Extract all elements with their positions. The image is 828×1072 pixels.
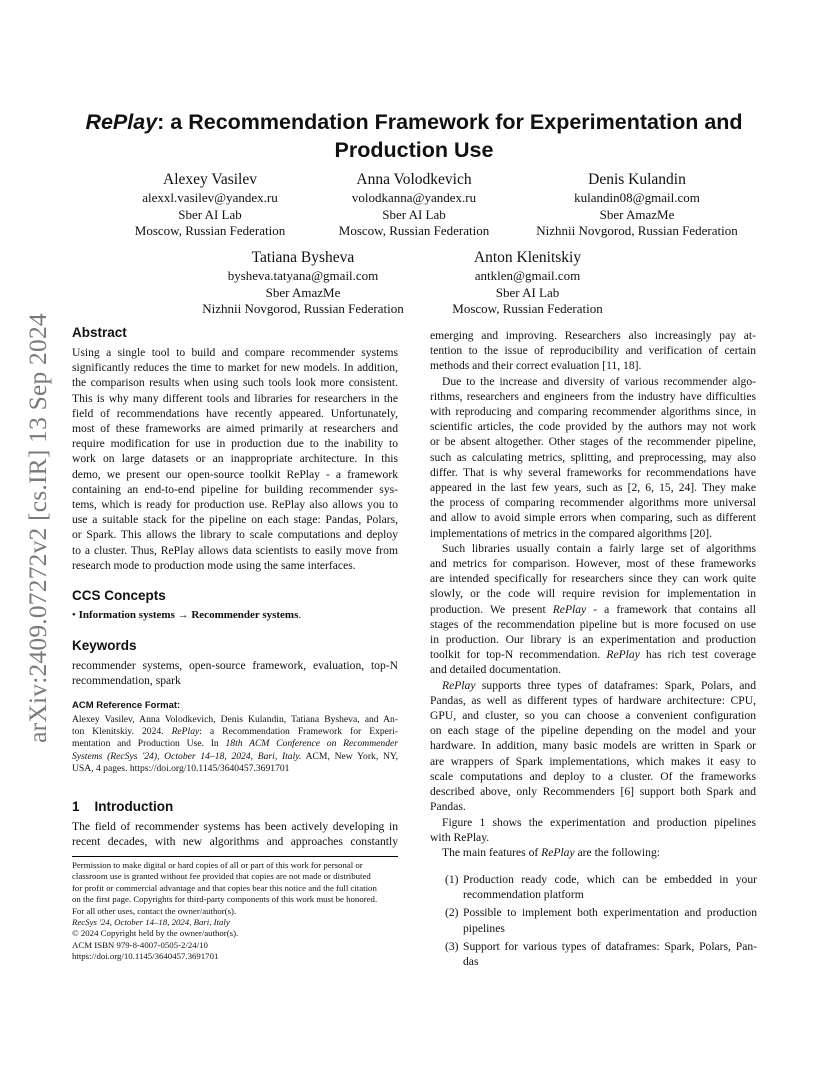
body-text: - a framework that contains all — [586, 602, 756, 616]
author-email: volodkanna@yandex.ru — [351, 190, 477, 205]
ccs-heading: CCS Concepts — [72, 588, 166, 604]
abstract-line: most of these frameworks are aimed primarily at researchers and — [72, 422, 398, 436]
paragraph — [430, 328, 756, 374]
body-line: in production. Our library is an experimentation and production — [430, 633, 756, 647]
ccs-bullet: • — [72, 609, 76, 622]
keywords-line: recommendation, spark — [72, 674, 181, 688]
acm-ref-em: Systems (RecSys '24), October 14–18, 2024, Bari, Italy. — [72, 750, 302, 762]
list-line: Possible to implement both experimentation and production — [463, 906, 757, 920]
body-text: The main features of — [442, 845, 542, 859]
body-text: production. We present — [430, 602, 553, 616]
body-line: implementations of metrics in the compared algorithms [20]. — [430, 526, 713, 540]
body-line: the process of comparing recommender algorithms more universal — [430, 496, 756, 510]
acm-ref-text: : a Recommendation Framework for Experi- — [199, 726, 398, 738]
list-line: Support for various types of dataframes: Spark, Polars, Pan- — [463, 939, 757, 953]
body-text: are the following: — [574, 845, 660, 859]
keywords-line: recommender systems, open-source framework, evaluation, top-N — [72, 659, 398, 673]
body-line: scientific articles, the code provided by the authors may not work — [430, 420, 756, 434]
body-line: hardware. In addition, many basic models are written in Spark or — [430, 739, 756, 753]
body-line: GPU, and cluster, so you can choose a convenient configuration — [430, 709, 756, 723]
acm-ref-text: mentation and Production Use. In — [72, 738, 226, 750]
author-location: Nizhnii Novgorod, Russian Federation — [536, 223, 738, 238]
author-org: Sber AmazMe — [599, 206, 675, 222]
arxiv-identifier — [8, 298, 68, 758]
acm-reference-heading: ACM Reference Format: — [72, 699, 181, 711]
author-org: Sber AI Lab — [495, 284, 560, 300]
list-number: (2) — [445, 906, 459, 920]
body-line: Such libraries usually contain a fairly large set of algorithms — [442, 541, 756, 555]
author-name: Anna Volodkevich — [356, 171, 472, 188]
body-line: Figure 1 shows the experimentation and production pipelines — [442, 815, 756, 829]
paragraph — [430, 374, 756, 541]
body-line: and detailed documentation. — [430, 663, 562, 677]
intro-heading-text: Introduction — [94, 798, 174, 814]
body-line: emerging and improving. Researchers also increasingly pay at- — [430, 329, 756, 342]
body-line: scale computations and deploy to a cluster. Of the frameworks — [430, 769, 756, 783]
author-location: Moscow, Russian Federation — [338, 223, 490, 238]
ccs-concepts — [72, 608, 398, 623]
body-line: with RePlay. — [430, 830, 490, 844]
intro-line: recent decades, with new algorithms and approaches constantly — [72, 834, 398, 848]
abstract-line: or Spark. This allows the library to scale computations and deploy — [72, 528, 398, 542]
title-line-2: Production Use — [334, 138, 494, 162]
body-line — [430, 845, 756, 860]
copyright-footnote — [72, 856, 398, 963]
body-line: stages of the recommendation pipeline but is more focused on use — [430, 617, 756, 631]
paper-title — [70, 108, 758, 164]
author-name: Alexey Vasilev — [163, 171, 257, 188]
footnote-line: classroom use is granted without fee provided that copies are not made or distributed — [72, 871, 371, 882]
author-location: Moscow, Russian Federation — [452, 301, 603, 316]
body-text: has rich test coverage — [639, 648, 756, 662]
ccs-concept-1: Information systems — [78, 609, 175, 622]
body-line: described above, only Recommenders [6] support both Spark and — [430, 785, 756, 799]
footnote-copyright: © 2024 Copyright held by the owner/author(s). — [72, 928, 239, 939]
abstract-line: tems, which is ready for production use. RePlay also allows you to — [72, 498, 398, 512]
list-number: (1) — [445, 873, 459, 886]
footnote-rule — [72, 856, 398, 857]
acm-ref-line: Alexey Vasilev, Anna Volodkevich, Denis Kulandin, Tatiana Bysheva, and An- — [72, 713, 398, 725]
ccs-concept-2: Recommender systems — [191, 609, 299, 622]
body-line: are intended specifically for researchers since they can work quite — [430, 572, 756, 586]
abstract-line: research mode to production mode using the same interfaces. — [72, 558, 356, 572]
author-email: antklen@gmail.com — [474, 268, 581, 283]
acm-ref-line — [72, 726, 398, 738]
list-number: (3) — [445, 939, 459, 953]
body-line: on each stage of the pipeline depending on the model and your — [430, 724, 756, 738]
author-org: Sber AmazMe — [265, 284, 341, 300]
author-location: Moscow, Russian Federation — [134, 223, 286, 238]
abstract-line: containing an end-to-end pipeline for building recommender sys- — [72, 482, 398, 496]
keywords-heading: Keywords — [72, 638, 137, 654]
list-line: pipelines — [463, 921, 505, 935]
abstract-line: field of recommendations have recently appeared. Unfortunately, — [72, 406, 398, 420]
body-text: supports three types of dataframes: Spark, Polars, and — [475, 678, 756, 692]
list-item — [445, 939, 757, 969]
footnote-line: for profit or commercial advantage and that copies bear this notice and the full citation — [72, 882, 377, 893]
body-line: Due to the increase and diversity of various recommender algo- — [442, 374, 756, 388]
body-line: or be absent altogether. Other stages of the recommender pipeline, — [430, 435, 756, 449]
author-name: Anton Klenitskiy — [473, 249, 582, 266]
right-column — [430, 328, 756, 860]
footnote-isbn: ACM ISBN 979-8-4007-0505-2/24/10 — [72, 939, 208, 950]
body-line: Pandas, as well as different types of hardware architecture: CPU, — [430, 693, 756, 707]
footnote-doi: https://doi.org/10.1145/3640457.3691701 — [72, 951, 219, 962]
body-line — [430, 678, 756, 693]
body-line: Pandas. — [430, 800, 466, 814]
paragraph — [430, 845, 756, 860]
body-line: and allow to avoid simple errors when comparing, such as different — [430, 511, 756, 525]
paragraph — [430, 541, 756, 678]
intro-heading-number: 1 — [72, 798, 80, 814]
intro-line: The field of recommender systems has been actively developing in — [72, 819, 398, 833]
ccs-end: . — [298, 609, 302, 622]
abstract-line: use a suitable stack for the pipeline on each stage: Pandas, Polars, — [72, 513, 398, 527]
footnote-line: For all other uses, contact the owner/author(s). — [72, 905, 237, 916]
body-line: with reproducing and comparing recommender algorithms since, in — [430, 405, 756, 419]
footnote-venue: RecSys '24, October 14–18, 2024, Bari, Italy — [72, 917, 230, 928]
footnote-line: on the first page. Copyrights for third-party components of this work must be honored. — [72, 894, 378, 905]
abstract-body — [72, 345, 398, 573]
author-email: bysheva.tatyana@gmail.com — [227, 268, 379, 283]
replay-name: RePlay — [552, 602, 587, 616]
acm-ref-line: USA, 4 pages. https://doi.org/10.1145/3640457.3691701 — [72, 763, 290, 775]
author-block — [314, 170, 514, 240]
body-line — [430, 602, 756, 617]
acm-ref-text: ton Klenitskiy. 2024. — [72, 726, 172, 738]
intro-body — [72, 819, 398, 849]
intro-heading — [72, 798, 398, 816]
author-block — [425, 248, 630, 318]
abstract-line: work on large datasets or an inappropriate architecture. In this — [72, 452, 398, 466]
keywords-body — [72, 658, 398, 688]
abstract-line: This is why many different tools and libraries for researchers in the — [72, 391, 398, 405]
abstract-line: require modification for use in production due to the inability to — [72, 437, 398, 451]
author-block — [110, 170, 310, 240]
title-line-1 — [70, 108, 758, 136]
abstract-line: significantly reduces the time to market for new models. In addition, — [72, 361, 398, 375]
features-list — [445, 872, 757, 972]
abstract-line: Using a single tool to build and compare recommender systems — [72, 346, 398, 359]
list-item — [445, 872, 757, 902]
list-line: das — [463, 955, 479, 969]
body-text: toolkit for top-N recommendation. — [430, 648, 607, 662]
body-line: differ. That is why several frameworks for recommendations have — [430, 465, 756, 479]
body-line — [430, 647, 756, 662]
acm-ref-line — [72, 738, 398, 750]
body-line: and metrics for comparison. However, most of these frameworks — [430, 557, 756, 571]
author-org: Sber AI Lab — [382, 206, 446, 222]
body-line: slowly, or the code will require revision for implementation in — [430, 587, 756, 601]
author-email: kulandin08@gmail.com — [574, 190, 700, 205]
author-block — [193, 248, 413, 318]
author-block — [527, 170, 747, 240]
list-item — [445, 905, 757, 935]
acm-ref-text: ACM, New York, NY, — [301, 750, 398, 762]
left-column — [72, 324, 398, 849]
footnote-line: Permission to make digital or hard copies of all or part of this work for personal or — [72, 860, 363, 870]
title-name: RePlay — [85, 110, 158, 134]
author-name: Tatiana Bysheva — [251, 249, 355, 266]
acm-ref-em: 18th ACM Conference on Recommender — [225, 738, 399, 750]
author-location: Nizhnii Novgorod, Russian Federation — [202, 301, 404, 316]
paragraph — [430, 815, 756, 845]
acm-ref-em: RePlay — [171, 726, 200, 738]
replay-name: RePlay — [442, 678, 476, 692]
body-line: appeared in the last few years, such as [2, 6, 15, 24]. They make — [430, 481, 756, 495]
abstract-heading: Abstract — [72, 325, 127, 340]
abstract-line: the comparison results when using such tools look more consistent. — [72, 376, 398, 390]
author-name: Denis Kulandin — [588, 171, 686, 188]
list-line: Production ready code, which can be embedded in your — [463, 873, 757, 886]
replay-name: RePlay — [541, 845, 575, 859]
list-line: recommendation platform — [463, 888, 584, 902]
acm-ref-line — [72, 751, 398, 763]
body-line: rithms, researchers and engineers from the industry have difficulties — [430, 389, 756, 403]
abstract-line: to a cluster. Thus, RePlay allows data scientists to easily move from — [72, 543, 398, 557]
body-line: such as calculating metrics, splitting, and preprocessing, may also — [430, 450, 756, 464]
abstract-line: demo, we present our open-source toolkit RePlay - a framework — [72, 467, 398, 481]
body-line: methods and their correct evaluation [11, 18]. — [430, 359, 642, 373]
body-line: tention to the issue of reproducibility and verification of certain — [430, 344, 756, 358]
acm-reference — [72, 699, 398, 776]
body-line: are wrappers of Spark implementations, which makes it easy to — [430, 754, 756, 768]
author-email: alexxl.vasilev@yandex.ru — [142, 190, 278, 205]
ccs-arrow-icon: → — [177, 609, 189, 622]
title-line-1-rest: : a Recommendation Framework for Experimentation and — [157, 110, 743, 134]
author-org: Sber AI Lab — [178, 206, 242, 222]
replay-name: RePlay — [606, 648, 640, 662]
paragraph — [430, 678, 756, 815]
arxiv-id-text: arXiv:2409.07272v2 [cs.IR] 13 Sep 2024 — [23, 313, 52, 743]
